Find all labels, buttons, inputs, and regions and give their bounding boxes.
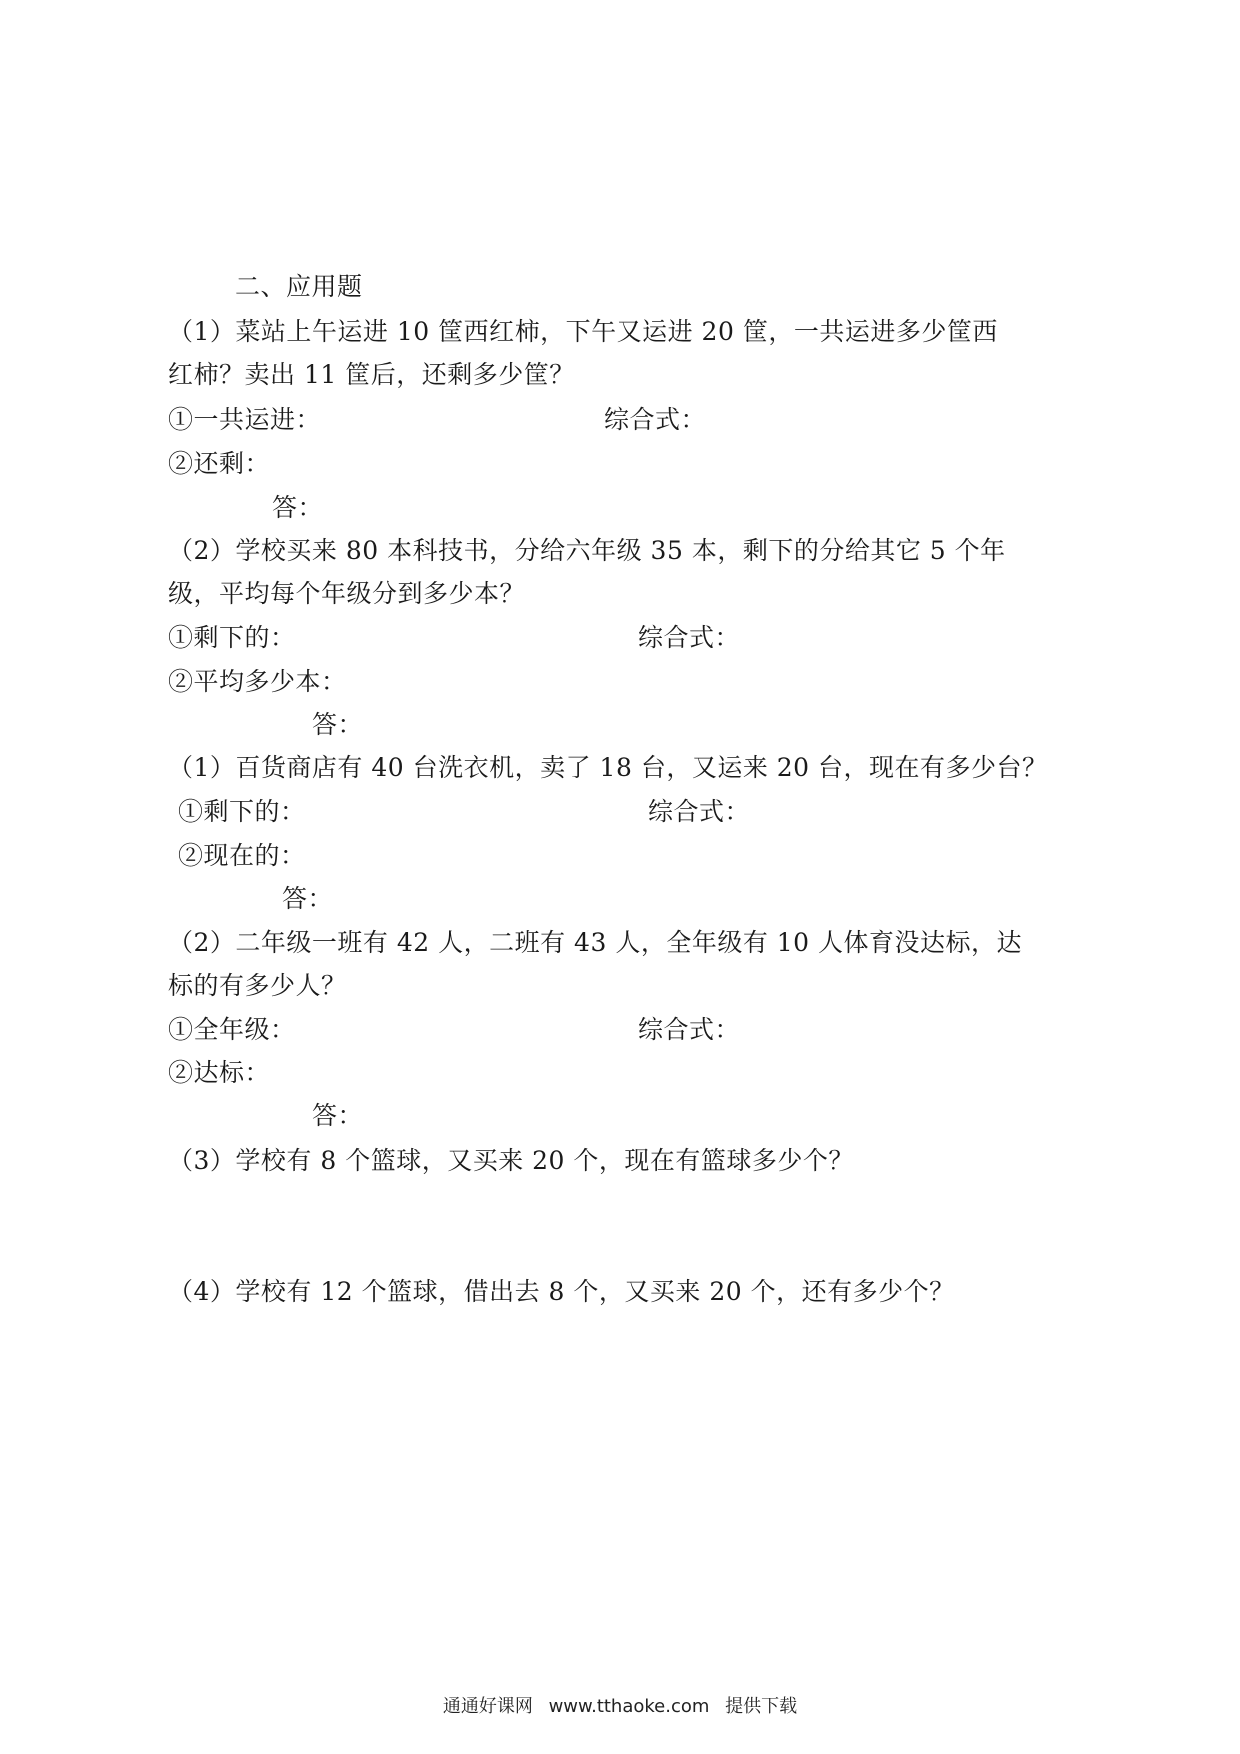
footer-site-name: 通通好课网 bbox=[442, 1696, 533, 1717]
problem-1-answer: 答： bbox=[272, 493, 324, 522]
problem-2-combined-formula: 综合式： bbox=[638, 623, 741, 652]
problem-6-question: （4）学校有 12 个篮球，借出去 8 个，又买来 20 个，还有多少个？ bbox=[168, 1277, 955, 1306]
problem-1-combined-formula: 综合式： bbox=[604, 405, 707, 434]
problem-3-step-2: ②现在的： bbox=[178, 841, 306, 870]
problem-3-question-line-1: （1）百货商店有 40 台洗衣机，卖了 18 台，又运来 20 台，现在有多少台？ bbox=[168, 753, 1048, 782]
problem-5-question: （3）学校有 8 个篮球，又买来 20 个，现在有篮球多少个？ bbox=[168, 1146, 854, 1175]
problem-1-question-line-2: 红柿？卖出 11 筐后，还剩多少筐？ bbox=[168, 360, 575, 389]
problem-2-question-line-2: 级，平均每个年级分到多少本？ bbox=[168, 579, 526, 608]
problem-4-question-line-2: 标的有多少人？ bbox=[168, 971, 347, 1000]
problem-2-question-line-1: （2）学校买来 80 本科技书，分给六年级 35 本，剩下的分给其它 5 个年 bbox=[168, 536, 1006, 565]
section-title: 二、应用题 bbox=[235, 272, 363, 301]
footer-note: 提供下载 bbox=[725, 1696, 798, 1717]
problem-4-step-2: ②达标： bbox=[168, 1058, 271, 1087]
problem-1-step-1: ①一共运进： bbox=[168, 405, 322, 434]
problem-4-step-1: ①全年级： bbox=[168, 1015, 296, 1044]
problem-2-step-2: ②平均多少本： bbox=[168, 667, 347, 696]
problem-2-step-1: ①剩下的： bbox=[168, 623, 296, 652]
problem-4-question-line-1: （2）二年级一班有 42 人，二班有 43 人，全年级有 10 人体育没达标，达 bbox=[168, 928, 1023, 957]
problem-4-answer: 答： bbox=[312, 1101, 364, 1130]
problem-3-combined-formula: 综合式： bbox=[648, 797, 751, 826]
problem-2-answer: 答： bbox=[312, 710, 364, 739]
footer-url: www.tthaoke.com bbox=[548, 1696, 710, 1717]
problem-4-combined-formula: 综合式： bbox=[638, 1015, 741, 1044]
problem-1-question-line-1: （1）菜站上午运进 10 筐西红柿，下午又运进 20 筐，一共运进多少筐西 bbox=[168, 317, 998, 346]
problem-3-answer: 答： bbox=[282, 884, 334, 913]
page-footer bbox=[0, 1696, 1240, 1718]
problem-1-step-2: ②还剩： bbox=[168, 449, 271, 478]
problem-3-step-1: ①剩下的： bbox=[178, 797, 306, 826]
